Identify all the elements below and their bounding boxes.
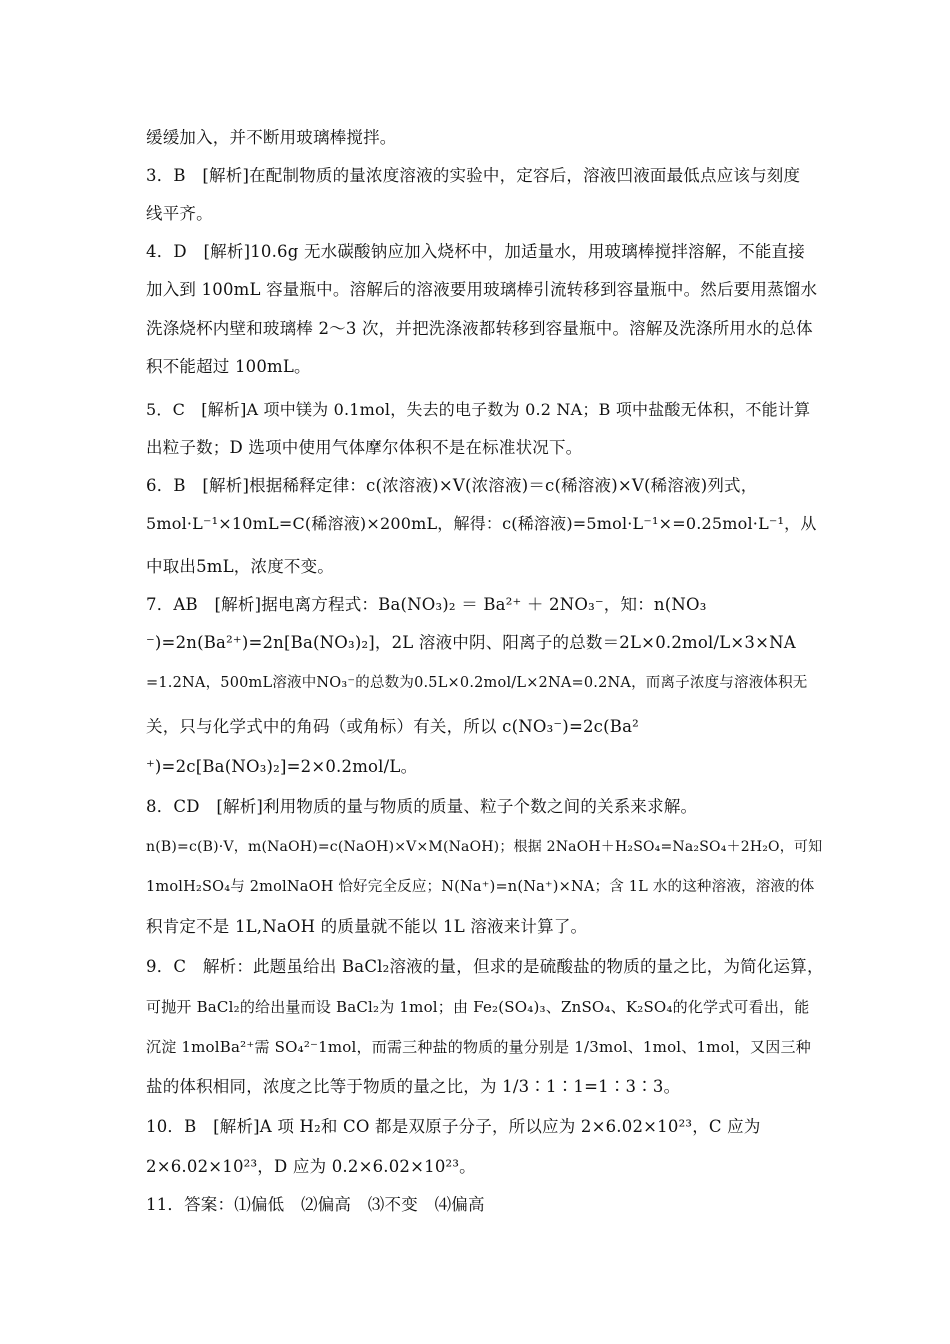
answer-7-line-2: ⁻)=2n(Ba²⁺)=2n[Ba(NO₃)₂]，2L 溶液中阴、阳离子的总数＝2L×0.2mol/L×3×NA — [146, 633, 796, 652]
answer-8-line-2: n(B)=c(B)·V，m(NaOH)=c(NaOH)×V×M(NaOH)；根据 2NaOH＋H₂SO₄=Na₂SO₄＋2H₂O，可知 — [146, 839, 823, 855]
answer-8-line-3: 1molH₂SO₄与 2molNaOH 恰好完全反应；N(Na⁺)=n(Na⁺)×NA；含 1L 水的这种溶液，溶液的体 — [146, 879, 815, 895]
answer-10-line-1: 10．B [解析]A 项 H₂和 CO 都是双原子分子，所以应为 2×6.02×10²³，C 应为 — [146, 1117, 761, 1136]
answer-7-line-5: ⁺)=2c[Ba(NO₃)₂]=2×0.2mol/L。 — [146, 757, 418, 776]
answer-9-line-2: 可抛开 BaCl₂的给出量而设 BaCl₂为 1mol；由 Fe₂(SO₄)₃、ZnSO₄、K₂SO₄的化学式可看出，能 — [146, 998, 810, 1016]
answer-5-line-2: 出粒子数；D 选项中使用气体摩尔体积不是在标准状况下。 — [146, 438, 583, 457]
answer-2-continuation: 缓缓加入，并不断用玻璃棒搅拌。 — [146, 128, 397, 147]
answer-6-line-3: 中取出5mL，浓度不变。 — [146, 557, 335, 576]
answer-5-line-1: 5．C [解析]A 项中镁为 0.1mol，失去的电子数为 0.2 NA；B 项中盐酸无体积，不能计算 — [146, 400, 811, 419]
answer-3-line-2: 线平齐。 — [146, 204, 213, 223]
answer-4-line-4: 积不能超过 100mL。 — [146, 357, 311, 376]
answer-7-line-4: 关，只与化学式中的角码（或角标）有关，所以 c(NO₃⁻)=2c(Ba² — [146, 717, 639, 736]
answer-9-line-1: 9．C 解析：此题虽给出 BaCl₂溶液的量，但求的是硫酸盐的物质的量之比，为简化运算， — [146, 957, 824, 976]
answer-8-line-1: 8．CD [解析]利用物质的量与物质的质量、粒子个数之间的关系来求解。 — [146, 797, 698, 816]
answer-11-line-1: 11．答案：⑴偏低 ⑵偏高 ⑶不变 ⑷偏高 — [146, 1195, 485, 1214]
answer-9-line-3: 沉淀 1molBa²⁺需 SO₄²⁻1mol，而需三种盐的物质的量分别是 1/3mol、1mol、1mol，又因三种 — [146, 1038, 811, 1056]
answer-4-line-3: 洗涤烧杯内壁和玻璃棒 2～3 次，并把洗涤液都转移到容量瓶中。溶解及洗涤所用水的总体 — [146, 319, 813, 338]
answer-10-line-2: 2×6.02×10²³，D 应为 0.2×6.02×10²³。 — [146, 1157, 476, 1176]
answer-7-line-3: =1.2NA，500mL溶液中NO₃⁻的总数为0.5L×0.2mol/L×2NA=0.2NA，而离子浓度与溶液体积无 — [146, 675, 808, 691]
answer-4-line-2: 加入到 100mL 容量瓶中。溶解后的溶液要用玻璃棒引流转移到容量瓶中。然后要用蒸馏水 — [146, 280, 818, 299]
answer-7-line-1: 7．AB [解析]据电离方程式：Ba(NO₃)₂ ＝ Ba²⁺ ＋ 2NO₃⁻，知：n(NO₃ — [146, 595, 707, 614]
answer-8-line-4: 积肯定不是 1L,NaOH 的质量就不能以 1L 溶液来计算了。 — [146, 917, 588, 936]
answer-9-line-4: 盐的体积相同，浓度之比等于物质的量之比，为 1/3∶1∶1=1∶3∶3。 — [146, 1077, 681, 1096]
answer-6-line-1: 6．B [解析]根据稀释定律：c(浓溶液)×V(浓溶液)＝c(稀溶液)×V(稀溶液)列式， — [146, 476, 758, 495]
answer-6-line-2: 5mol·L⁻¹×10mL=C(稀溶液)×200mL，解得：c(稀溶液)=5mol·L⁻¹×=0.25mol·L⁻¹，从 — [146, 514, 817, 533]
answer-3-line-1: 3．B [解析]在配制物质的量浓度溶液的实验中，定容后，溶液凹液面最低点应该与刻度 — [146, 166, 801, 185]
answer-4-line-1: 4．D [解析]10.6g 无水碳酸钠应加入烧杯中，加适量水，用玻璃棒搅拌溶解，不能直接 — [146, 242, 805, 261]
